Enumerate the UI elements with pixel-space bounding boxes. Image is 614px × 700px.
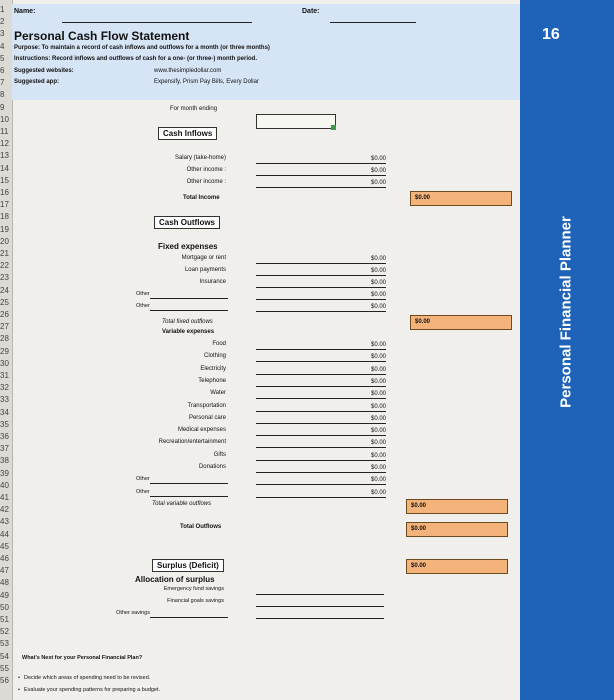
amount-value: $0.00	[370, 452, 386, 459]
bullet-icon: •	[18, 687, 20, 693]
amount-value: $0.00	[370, 180, 386, 186]
amount-value: $0.00	[370, 403, 386, 410]
row-number: 48	[0, 578, 9, 588]
other-savings-field[interactable]	[150, 617, 228, 618]
amount-value: $0.00	[370, 489, 386, 496]
row-number: 45	[0, 541, 9, 551]
allocation-label: Other savings	[116, 610, 150, 616]
row-number: 6	[0, 66, 5, 75]
amount-value: $0.00	[370, 168, 386, 174]
row-label: Clothing	[203, 353, 226, 360]
amount-value: $0.00	[370, 156, 386, 162]
row-label: Electricity	[200, 365, 226, 372]
row-label: Telephone	[198, 377, 226, 384]
worksheet-header	[12, 4, 520, 100]
allocation-amount-field[interactable]	[256, 618, 384, 619]
allocation-amount-field[interactable]	[256, 594, 384, 595]
row-label: Loan payments	[184, 267, 226, 273]
row-label: Donations	[198, 464, 226, 470]
name-field[interactable]	[62, 22, 252, 23]
row-number: 23	[0, 273, 9, 283]
name-label: Name:	[14, 8, 36, 15]
row-label: Gifts	[213, 451, 226, 458]
row-label: Personal care	[188, 414, 226, 421]
amount-field[interactable]	[256, 187, 386, 188]
amount-value: $0.00	[370, 391, 386, 398]
amount-field[interactable]	[256, 361, 386, 362]
row-number: 47	[0, 566, 9, 576]
row-number: 39	[0, 468, 9, 478]
other-description-field[interactable]	[150, 483, 228, 484]
row-label: Water	[210, 390, 226, 397]
row-number: 53	[0, 639, 9, 649]
cash-outflows-heading: Cash Outflows	[154, 216, 220, 229]
row-number: 43	[0, 517, 9, 527]
amount-value: $0.00	[370, 280, 386, 286]
row-number: 22	[0, 261, 9, 271]
other-label: Other	[136, 488, 150, 495]
row-number: 1	[0, 5, 5, 14]
row-number: 21	[0, 249, 9, 258]
row-number-column	[0, 0, 13, 700]
surplus-value: $0.00	[411, 563, 427, 569]
amount-field[interactable]	[256, 484, 386, 485]
amount-field[interactable]	[256, 299, 386, 300]
amount-field[interactable]	[256, 163, 386, 164]
amount-field[interactable]	[256, 423, 386, 424]
allocation-label: Emergency fund savings	[163, 586, 224, 592]
allocation-label: Financial goals savings	[167, 598, 224, 604]
row-number: 51	[0, 615, 9, 624]
row-number: 18	[0, 212, 9, 222]
other-label: Other	[136, 303, 150, 309]
next-steps-heading: What's Next for your Personal Financial Plan?	[22, 655, 143, 661]
total-income-box	[410, 191, 512, 206]
row-number: 52	[0, 627, 9, 637]
variable-total-box	[406, 499, 508, 514]
fixed-total-box	[410, 315, 512, 330]
row-label: Salary (take-home)	[174, 155, 226, 161]
row-number: 16	[0, 188, 9, 197]
row-number: 8	[0, 90, 5, 100]
amount-field[interactable]	[256, 447, 386, 448]
row-number: 31	[0, 371, 9, 380]
row-number: 25	[0, 297, 9, 307]
row-label: Insurance	[199, 279, 226, 285]
amount-field[interactable]	[256, 411, 386, 412]
allocation-heading: Allocation of surplus	[135, 575, 215, 584]
row-number: 14	[0, 163, 9, 173]
page-title: Personal Cash Flow Statement	[14, 29, 190, 43]
total-outflows-label: Total Outflows	[180, 524, 222, 530]
date-label: Date:	[302, 8, 320, 15]
row-number: 4	[0, 41, 5, 51]
amount-value: $0.00	[370, 477, 386, 484]
row-number: 12	[0, 139, 9, 149]
row-label: Medical expenses	[177, 427, 226, 434]
row-label: Other income :	[186, 167, 226, 173]
amount-field[interactable]	[256, 275, 386, 276]
total-outflows-box	[406, 522, 508, 537]
websites-label: Suggested websites:	[14, 68, 74, 74]
amount-field[interactable]	[256, 460, 386, 461]
amount-value: $0.00	[370, 342, 386, 348]
bullet-icon: •	[18, 675, 20, 681]
row-number: 46	[0, 554, 9, 563]
cell-handle-icon	[331, 125, 336, 130]
surplus-heading: Surplus (Deficit)	[152, 559, 224, 572]
instructions-text: Instructions: Record inflows and outflows of cash for a one- (or three-) month period.	[14, 56, 258, 62]
row-number: 34	[0, 407, 9, 417]
row-label: Mortgage or rent	[181, 255, 226, 261]
row-number: 19	[0, 224, 9, 234]
row-number: 9	[0, 102, 5, 112]
row-number: 36	[0, 432, 9, 441]
row-number: 30	[0, 358, 9, 368]
row-label: Transportation	[187, 402, 226, 409]
amount-field[interactable]	[256, 435, 386, 436]
amount-value: $0.00	[370, 465, 386, 471]
variable-total-label: Total variable outflows	[152, 501, 212, 507]
fixed-expenses-heading: Fixed expenses	[158, 242, 218, 251]
variable-total-value: $0.00	[411, 503, 427, 509]
fixed-total-value: $0.00	[415, 319, 431, 325]
amount-value: $0.00	[370, 304, 386, 310]
row-label: Other income :	[186, 179, 226, 185]
row-number: 20	[0, 236, 9, 246]
row-number: 56	[0, 676, 9, 685]
row-number: 32	[0, 383, 9, 393]
row-number: 29	[0, 346, 9, 356]
amount-value: $0.00	[370, 440, 386, 447]
row-number: 35	[0, 419, 9, 429]
row-number: 13	[0, 151, 9, 161]
cash-inflows-heading: Cash Inflows	[158, 127, 217, 140]
month-ending-input[interactable]	[256, 114, 336, 129]
for-month-ending-label: For month ending	[170, 106, 218, 112]
row-number: 38	[0, 456, 9, 466]
variable-expenses-heading: Variable expenses	[162, 329, 215, 335]
row-number: 54	[0, 651, 9, 661]
total-income-value: $0.00	[415, 195, 431, 201]
row-number: 10	[0, 114, 9, 124]
allocation-amount-field[interactable]	[256, 606, 384, 607]
amount-value: $0.00	[370, 354, 386, 361]
total-outflows-value: $0.00	[411, 526, 427, 532]
row-number: 17	[0, 200, 9, 210]
side-title: Personal Financial Planner	[557, 216, 575, 408]
fixed-total-label: Total fixed outflows	[162, 319, 213, 325]
date-field[interactable]	[330, 22, 416, 23]
row-number: 11	[0, 127, 9, 136]
amount-field[interactable]	[256, 287, 386, 288]
amount-field[interactable]	[256, 472, 386, 473]
row-number: 24	[0, 285, 9, 295]
amount-value: $0.00	[370, 415, 386, 422]
amount-field[interactable]	[256, 263, 386, 264]
row-number: 7	[0, 78, 5, 88]
row-number: 40	[0, 480, 9, 490]
row-number: 41	[0, 493, 9, 502]
other-description-field[interactable]	[150, 298, 228, 299]
row-number: 37	[0, 444, 9, 454]
row-number: 27	[0, 322, 9, 332]
amount-value: $0.00	[370, 428, 386, 435]
amount-field[interactable]	[256, 386, 386, 387]
row-number: 5	[0, 53, 5, 63]
amount-value: $0.00	[370, 366, 386, 373]
next-step-item: Evaluate your spending patterns for preparing a budget.	[24, 687, 161, 693]
other-description-field[interactable]	[150, 496, 228, 497]
row-number: 3	[0, 29, 5, 39]
other-description-field[interactable]	[150, 310, 228, 311]
amount-field[interactable]	[256, 374, 386, 375]
total-income-label: Total Income	[183, 195, 220, 201]
apps-label: Suggested app:	[14, 79, 60, 85]
amount-value: $0.00	[370, 378, 386, 385]
row-number: 50	[0, 602, 9, 612]
next-step-item: Decide which areas of spending need to be revised.	[24, 675, 151, 681]
other-label: Other	[136, 476, 150, 483]
apps-value: Expensify, Prism Pay Bills, Every Dollar	[154, 79, 259, 85]
row-number: 26	[0, 310, 9, 319]
page-number: 16	[542, 26, 560, 43]
purpose-text: Purpose: To maintain a record of cash inflows and outflows for a month (or three months)	[14, 45, 270, 51]
row-number: 33	[0, 395, 9, 405]
amount-field[interactable]	[256, 175, 386, 176]
other-label: Other	[136, 291, 150, 297]
amount-field[interactable]	[256, 349, 386, 350]
row-number: 49	[0, 590, 9, 600]
row-number: 15	[0, 175, 9, 185]
surplus-box	[406, 559, 508, 574]
amount-value: $0.00	[370, 268, 386, 274]
row-label: Food	[212, 341, 226, 347]
amount-field[interactable]	[256, 497, 386, 498]
row-number: 28	[0, 334, 9, 344]
amount-field[interactable]	[256, 311, 386, 312]
amount-value: $0.00	[370, 256, 386, 262]
websites-value: www.thesimpledollar.com	[154, 68, 222, 74]
amount-value: $0.00	[370, 292, 386, 298]
row-label: Recreation/entertainment	[158, 439, 226, 446]
row-number: 55	[0, 663, 9, 673]
row-number: 42	[0, 505, 9, 515]
row-number: 44	[0, 529, 9, 539]
row-number: 2	[0, 17, 5, 27]
amount-field[interactable]	[256, 398, 386, 399]
